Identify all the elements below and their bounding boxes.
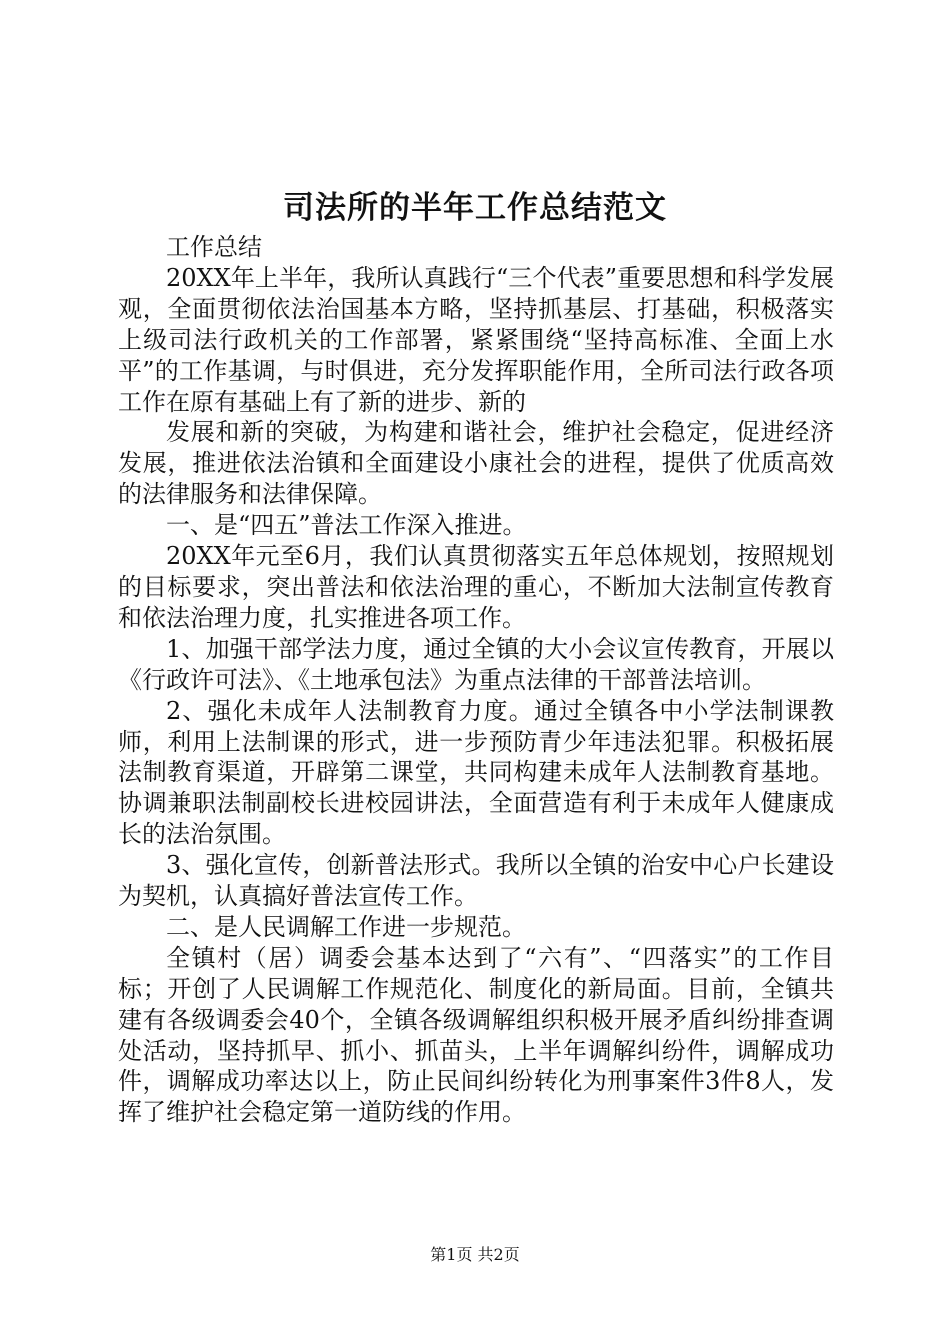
- page-footer: 第1页 共2页: [430, 1245, 520, 1264]
- section-heading-2: 二、是人民调解工作进一步规范。: [166, 912, 526, 941]
- paragraph-section-2: 全镇村（居）调委会基本达到了“六有”、“四落实”的工作目标；开创了人民调解工作规范化、制度化的新局面。目前，全镇共建有各级调委会40个，全镇各级调解组织积极开展矛盾纠纷排查调处活动，坚持抓早、抓小、抓苗头，上半年调解纠纷件，调解成功件，调解成功率达以上，防止民间纠纷转化为刑事案件3件8人，发挥了维护社会稳定第一道防线的作用。: [118, 943, 834, 1127]
- paragraph-item-1: 1、加强干部学法力度，通过全镇的大小会议宣传教育，开展以《行政许可法》、《土地承包法》为重点法律的干部普法培训。: [118, 634, 834, 694]
- paragraph-heading: 工作总结: [166, 233, 262, 261]
- paragraph-item-3: 3、强化宣传，创新普法形式。我所以全镇的治安中心户长建设为契机，认真搞好普法宣传工作。: [118, 851, 834, 911]
- paragraph-intro: 20XX年上半年，我所认真践行“三个代表”重要思想和科学发展观，全面贯彻依法治国基本方略，坚持抓基层、打基础，积极落实上级司法行政机关的工作部署，紧紧围绕“坚持高标准、全面上水平”的工作基调，与时俱进，充分发挥职能作用，全所司法行政各项工作在原有基础上有了新的进步、新的: [118, 263, 834, 416]
- section-heading-1: 一、是“四五”普法工作深入推进。: [166, 511, 527, 540]
- paragraph-intro-continued: 发展和新的突破，为构建和谐社会，维护社会稳定，促进经济发展，推进依法治镇和全面建设小康社会的进程，提供了优质高效的法律服务和法律保障。: [118, 418, 834, 509]
- document-body: [118, 232, 834, 1128]
- paragraph-section-1: 20XX年元至6月，我们认真贯彻落实五年总体规划，按照规划的目标要求，突出普法和依法治理的重心，不断加大法制宣传教育和依法治理力度，扎实推进各项工作。: [118, 542, 834, 632]
- paragraph-item-2: 2、强化未成年人法制教育力度。通过全镇各中小学法制课教师，利用上法制课的形式，进一步预防青少年违法犯罪。积极拓展法制教育渠道，开辟第二课堂，共同构建未成年人法制教育基地。协调兼职法制副校长进校园讲法，全面营造有利于未成年人健康成长的法治氛围。: [118, 696, 834, 849]
- document-title: 司法所的半年工作总结范文: [283, 190, 667, 226]
